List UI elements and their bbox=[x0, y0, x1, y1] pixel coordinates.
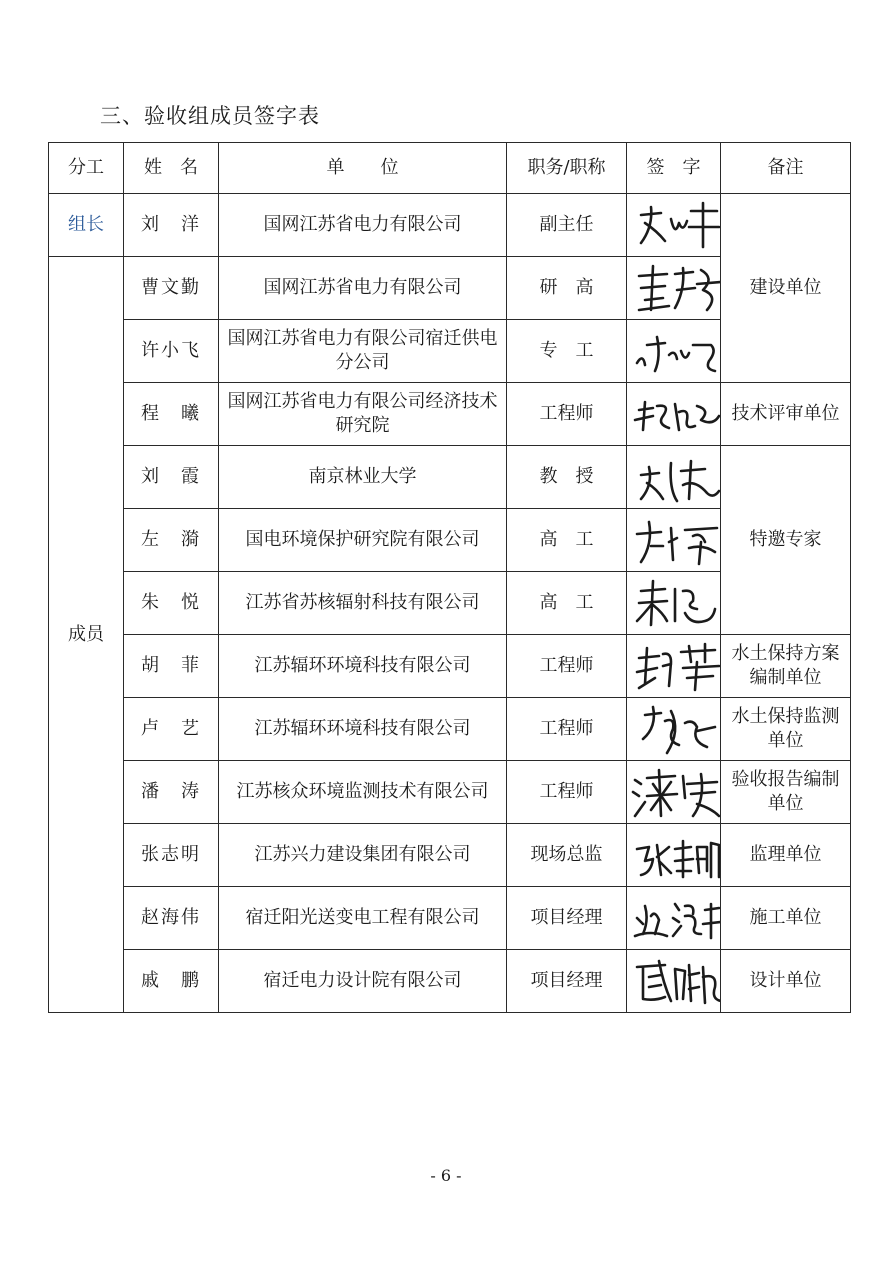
page-title: 三、验收组成员签字表 bbox=[100, 104, 320, 128]
table-row bbox=[49, 950, 851, 1013]
handwritten-signature-9 bbox=[631, 701, 721, 757]
handwritten-signature-12 bbox=[631, 890, 721, 946]
member-position: 工程师 bbox=[507, 761, 627, 824]
remark-cell: 特邀专家 bbox=[721, 446, 851, 635]
member-position: 研 高 bbox=[507, 257, 627, 320]
member-position: 副主任 bbox=[507, 194, 627, 257]
signature-cell bbox=[627, 257, 721, 320]
member-unit: 江苏辐环环境科技有限公司 bbox=[219, 698, 507, 761]
table-row bbox=[49, 446, 851, 509]
signature-cell bbox=[627, 509, 721, 572]
member-name: 曹文勤 bbox=[124, 257, 219, 320]
table-row bbox=[49, 887, 851, 950]
handwritten-signature-6 bbox=[631, 512, 721, 568]
handwritten-signature-5 bbox=[631, 449, 721, 505]
table-row bbox=[49, 824, 851, 887]
signature-cell bbox=[627, 887, 721, 950]
signature-cell bbox=[627, 383, 721, 446]
header-position: 职务/职称 bbox=[507, 143, 627, 194]
remark-cell: 水土保持方案编制单位 bbox=[721, 635, 851, 698]
role-member: 成员 bbox=[49, 257, 124, 1013]
role-leader: 组长 bbox=[49, 194, 124, 257]
member-position: 高 工 bbox=[507, 509, 627, 572]
member-name: 左 漪 bbox=[124, 509, 219, 572]
member-name: 许小飞 bbox=[124, 320, 219, 383]
signature-table bbox=[48, 142, 851, 1013]
table-row bbox=[49, 635, 851, 698]
member-name: 张志明 bbox=[124, 824, 219, 887]
signature-cell bbox=[627, 320, 721, 383]
remark-cell: 设计单位 bbox=[721, 950, 851, 1013]
member-unit: 江苏辐环环境科技有限公司 bbox=[219, 635, 507, 698]
member-position: 专 工 bbox=[507, 320, 627, 383]
member-unit: 国网江苏省电力有限公司经济技术研究院 bbox=[219, 383, 507, 446]
member-name: 刘 霞 bbox=[124, 446, 219, 509]
member-unit: 国电环境保护研究院有限公司 bbox=[219, 509, 507, 572]
member-name: 潘 涛 bbox=[124, 761, 219, 824]
signature-cell bbox=[627, 635, 721, 698]
member-unit: 江苏核众环境监测技术有限公司 bbox=[219, 761, 507, 824]
member-unit: 国网江苏省电力有限公司宿迁供电分公司 bbox=[219, 320, 507, 383]
member-unit: 国网江苏省电力有限公司 bbox=[219, 194, 507, 257]
table-row bbox=[49, 194, 851, 257]
member-unit: 宿迁阳光送变电工程有限公司 bbox=[219, 887, 507, 950]
handwritten-signature-13 bbox=[631, 953, 721, 1009]
signature-cell bbox=[627, 446, 721, 509]
header-role: 分工 bbox=[49, 143, 124, 194]
signature-cell bbox=[627, 950, 721, 1013]
signature-cell bbox=[627, 698, 721, 761]
header-unit: 单 位 bbox=[219, 143, 507, 194]
member-position: 工程师 bbox=[507, 383, 627, 446]
member-unit: 江苏省苏核辐射科技有限公司 bbox=[219, 572, 507, 635]
table-header-row bbox=[49, 143, 851, 194]
table-row bbox=[49, 761, 851, 824]
handwritten-signature-4 bbox=[631, 386, 721, 442]
member-unit: 宿迁电力设计院有限公司 bbox=[219, 950, 507, 1013]
remark-cell: 技术评审单位 bbox=[721, 383, 851, 446]
member-position: 工程师 bbox=[507, 698, 627, 761]
page-number: - 6 - bbox=[430, 1166, 462, 1185]
handwritten-signature-3 bbox=[631, 323, 721, 379]
member-position: 项目经理 bbox=[507, 950, 627, 1013]
handwritten-signature-7 bbox=[631, 575, 721, 631]
member-unit: 国网江苏省电力有限公司 bbox=[219, 257, 507, 320]
handwritten-signature-11 bbox=[631, 827, 721, 883]
member-position: 教 授 bbox=[507, 446, 627, 509]
table-row bbox=[49, 698, 851, 761]
member-position: 项目经理 bbox=[507, 887, 627, 950]
member-name: 卢 艺 bbox=[124, 698, 219, 761]
member-name: 刘 洋 bbox=[124, 194, 219, 257]
signature-cell bbox=[627, 572, 721, 635]
handwritten-signature-1 bbox=[631, 197, 721, 253]
member-unit: 江苏兴力建设集团有限公司 bbox=[219, 824, 507, 887]
handwritten-signature-10 bbox=[631, 764, 721, 820]
table-row bbox=[49, 383, 851, 446]
signature-cell bbox=[627, 824, 721, 887]
member-name: 戚 鹏 bbox=[124, 950, 219, 1013]
member-position: 工程师 bbox=[507, 635, 627, 698]
header-name: 姓 名 bbox=[124, 143, 219, 194]
member-name: 胡 菲 bbox=[124, 635, 219, 698]
handwritten-signature-8 bbox=[631, 638, 721, 694]
handwritten-signature-2 bbox=[631, 260, 721, 316]
member-position: 现场总监 bbox=[507, 824, 627, 887]
remark-cell: 水土保持监测单位 bbox=[721, 698, 851, 761]
member-position: 高 工 bbox=[507, 572, 627, 635]
remark-cell: 验收报告编制单位 bbox=[721, 761, 851, 824]
header-remark: 备注 bbox=[721, 143, 851, 194]
remark-cell: 监理单位 bbox=[721, 824, 851, 887]
member-name: 朱 悦 bbox=[124, 572, 219, 635]
remark-cell: 施工单位 bbox=[721, 887, 851, 950]
member-unit: 南京林业大学 bbox=[219, 446, 507, 509]
header-signature: 签 字 bbox=[627, 143, 721, 194]
signature-cell bbox=[627, 761, 721, 824]
member-name: 赵海伟 bbox=[124, 887, 219, 950]
remark-cell: 建设单位 bbox=[721, 194, 851, 383]
signature-cell bbox=[627, 194, 721, 257]
member-name: 程 曦 bbox=[124, 383, 219, 446]
